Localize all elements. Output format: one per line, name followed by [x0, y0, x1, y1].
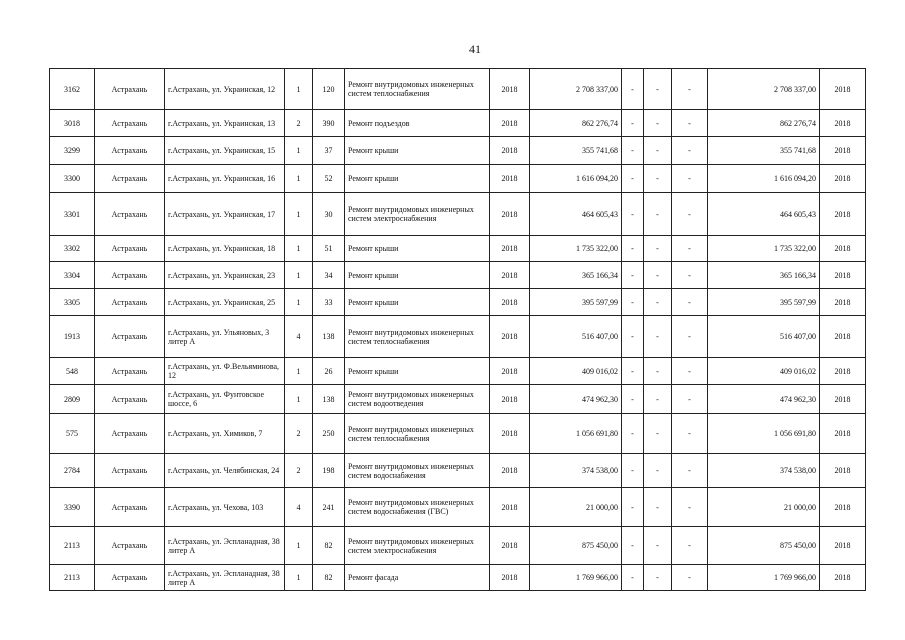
cell-work-type: Ремонт внутридомовых инженерных систем электроснабжения [345, 527, 490, 565]
cell-work-type: Ремонт крыши [345, 137, 490, 165]
cell-building-count: 1 [285, 165, 313, 193]
cell-dash-3: - [672, 358, 708, 385]
cell-work-type: Ремонт внутридомовых инженерных систем теплоснабжения [345, 414, 490, 454]
cell-year: 2018 [490, 414, 530, 454]
cell-work-type: Ремонт внутридомовых инженерных систем водоотведения [345, 385, 490, 414]
cell-dash-3: - [672, 454, 708, 488]
cell-total-cost: 1 769 966,00 [530, 565, 622, 591]
cell-fund-amount: 1 056 691,80 [708, 414, 820, 454]
cell-total-cost: 474 962,30 [530, 385, 622, 414]
cell-row-id: 2113 [50, 527, 95, 565]
cell-fund-amount: 464 605,43 [708, 193, 820, 236]
cell-dash-2: - [644, 565, 672, 591]
cell-city: Астрахань [95, 193, 165, 236]
table-row [50, 110, 866, 137]
cell-dash-3: - [672, 165, 708, 193]
cell-city: Астрахань [95, 289, 165, 316]
cell-city: Астрахань [95, 565, 165, 591]
cell-completion-year: 2018 [820, 565, 866, 591]
cell-dash-2: - [644, 358, 672, 385]
cell-building-count: 2 [285, 110, 313, 137]
cell-total-cost: 875 450,00 [530, 527, 622, 565]
cell-apartment-count: 120 [313, 69, 345, 110]
cell-total-cost: 409 016,02 [530, 358, 622, 385]
cell-fund-amount: 355 741,68 [708, 137, 820, 165]
cell-apartment-count: 241 [313, 488, 345, 527]
cell-apartment-count: 138 [313, 316, 345, 358]
cell-dash-1: - [622, 488, 644, 527]
cell-row-id: 2113 [50, 565, 95, 591]
cell-dash-3: - [672, 316, 708, 358]
cell-dash-1: - [622, 289, 644, 316]
cell-completion-year: 2018 [820, 69, 866, 110]
cell-building-count: 1 [285, 69, 313, 110]
cell-fund-amount: 374 538,00 [708, 454, 820, 488]
cell-address: г.Астрахань, ул. Украинская, 15 [165, 137, 285, 165]
cell-address: г.Астрахань, ул. Чехова, 103 [165, 488, 285, 527]
cell-fund-amount: 1 769 966,00 [708, 565, 820, 591]
cell-dash-3: - [672, 262, 708, 289]
cell-apartment-count: 198 [313, 454, 345, 488]
cell-dash-2: - [644, 137, 672, 165]
cell-work-type: Ремонт внутридомовых инженерных систем водоснабжения (ГВС) [345, 488, 490, 527]
cell-dash-1: - [622, 565, 644, 591]
cell-row-id: 1913 [50, 316, 95, 358]
cell-year: 2018 [490, 69, 530, 110]
cell-city: Астрахань [95, 165, 165, 193]
cell-dash-1: - [622, 262, 644, 289]
cell-dash-1: - [622, 454, 644, 488]
cell-address: г.Астрахань, ул. Эспланадная, 38 литер А [165, 565, 285, 591]
cell-city: Астрахань [95, 454, 165, 488]
cell-dash-1: - [622, 193, 644, 236]
cell-dash-1: - [622, 137, 644, 165]
cell-address: г.Астрахань, ул. Ульяновых, 3 литер А [165, 316, 285, 358]
cell-building-count: 4 [285, 488, 313, 527]
cell-work-type: Ремонт крыши [345, 165, 490, 193]
cell-apartment-count: 138 [313, 385, 345, 414]
cell-row-id: 3162 [50, 69, 95, 110]
cell-dash-2: - [644, 527, 672, 565]
cell-row-id: 3304 [50, 262, 95, 289]
cell-city: Астрахань [95, 137, 165, 165]
cell-building-count: 2 [285, 414, 313, 454]
cell-total-cost: 862 276,74 [530, 110, 622, 137]
cell-apartment-count: 52 [313, 165, 345, 193]
cell-building-count: 1 [285, 193, 313, 236]
cell-completion-year: 2018 [820, 289, 866, 316]
cell-address: г.Астрахань, ул. Украинская, 12 [165, 69, 285, 110]
cell-total-cost: 1 735 322,00 [530, 236, 622, 262]
cell-dash-1: - [622, 316, 644, 358]
cell-completion-year: 2018 [820, 527, 866, 565]
cell-total-cost: 395 597,99 [530, 289, 622, 316]
cell-building-count: 1 [285, 385, 313, 414]
cell-completion-year: 2018 [820, 193, 866, 236]
cell-completion-year: 2018 [820, 110, 866, 137]
table-row [50, 414, 866, 454]
cell-completion-year: 2018 [820, 358, 866, 385]
cell-completion-year: 2018 [820, 385, 866, 414]
cell-apartment-count: 30 [313, 193, 345, 236]
cell-completion-year: 2018 [820, 262, 866, 289]
cell-dash-3: - [672, 385, 708, 414]
cell-city: Астрахань [95, 358, 165, 385]
cell-dash-2: - [644, 385, 672, 414]
cell-dash-3: - [672, 289, 708, 316]
cell-dash-2: - [644, 69, 672, 110]
cell-dash-2: - [644, 165, 672, 193]
cell-city: Астрахань [95, 110, 165, 137]
cell-year: 2018 [490, 454, 530, 488]
table-row [50, 165, 866, 193]
cell-dash-3: - [672, 137, 708, 165]
cell-year: 2018 [490, 110, 530, 137]
cell-fund-amount: 516 407,00 [708, 316, 820, 358]
table-row [50, 385, 866, 414]
cell-dash-1: - [622, 358, 644, 385]
cell-completion-year: 2018 [820, 414, 866, 454]
cell-dash-2: - [644, 262, 672, 289]
cell-city: Астрахань [95, 414, 165, 454]
cell-dash-3: - [672, 69, 708, 110]
cell-year: 2018 [490, 262, 530, 289]
cell-work-type: Ремонт крыши [345, 262, 490, 289]
cell-work-type: Ремонт фасада [345, 565, 490, 591]
cell-year: 2018 [490, 193, 530, 236]
cell-row-id: 2809 [50, 385, 95, 414]
cell-fund-amount: 395 597,99 [708, 289, 820, 316]
cell-fund-amount: 21 000,00 [708, 488, 820, 527]
cell-city: Астрахань [95, 316, 165, 358]
cell-total-cost: 1 056 691,80 [530, 414, 622, 454]
cell-year: 2018 [490, 165, 530, 193]
cell-address: г.Астрахань, ул. Химиков, 7 [165, 414, 285, 454]
cell-apartment-count: 34 [313, 262, 345, 289]
cell-row-id: 3390 [50, 488, 95, 527]
cell-fund-amount: 875 450,00 [708, 527, 820, 565]
cell-dash-3: - [672, 527, 708, 565]
cell-building-count: 1 [285, 565, 313, 591]
cell-work-type: Ремонт крыши [345, 358, 490, 385]
cell-dash-1: - [622, 414, 644, 454]
cell-building-count: 1 [285, 527, 313, 565]
cell-row-id: 3302 [50, 236, 95, 262]
cell-total-cost: 464 605,43 [530, 193, 622, 236]
cell-year: 2018 [490, 385, 530, 414]
cell-year: 2018 [490, 527, 530, 565]
cell-address: г.Астрахань, ул. Челябинская, 24 [165, 454, 285, 488]
cell-building-count: 1 [285, 137, 313, 165]
cell-row-id: 3300 [50, 165, 95, 193]
cell-year: 2018 [490, 137, 530, 165]
table-row [50, 289, 866, 316]
cell-building-count: 4 [285, 316, 313, 358]
cell-building-count: 2 [285, 454, 313, 488]
cell-address: г.Астрахань, ул. Эспланадная, 38 литер А [165, 527, 285, 565]
cell-work-type: Ремонт внутридомовых инженерных систем теплоснабжения [345, 316, 490, 358]
cell-work-type: Ремонт внутридомовых инженерных систем электроснабжения [345, 193, 490, 236]
cell-city: Астрахань [95, 236, 165, 262]
cell-apartment-count: 390 [313, 110, 345, 137]
cell-dash-3: - [672, 110, 708, 137]
table-row [50, 137, 866, 165]
table-row [50, 358, 866, 385]
cell-address: г.Астрахань, ул. Украинская, 16 [165, 165, 285, 193]
cell-fund-amount: 862 276,74 [708, 110, 820, 137]
cell-completion-year: 2018 [820, 137, 866, 165]
cell-work-type: Ремонт внутридомовых инженерных систем теплоснабжения [345, 69, 490, 110]
cell-row-id: 2784 [50, 454, 95, 488]
cell-row-id: 575 [50, 414, 95, 454]
cell-total-cost: 374 538,00 [530, 454, 622, 488]
cell-total-cost: 516 407,00 [530, 316, 622, 358]
cell-apartment-count: 82 [313, 565, 345, 591]
cell-total-cost: 355 741,68 [530, 137, 622, 165]
cell-fund-amount: 1 616 094,20 [708, 165, 820, 193]
cell-completion-year: 2018 [820, 488, 866, 527]
table-row [50, 262, 866, 289]
cell-year: 2018 [490, 236, 530, 262]
cell-year: 2018 [490, 316, 530, 358]
cell-fund-amount: 365 166,34 [708, 262, 820, 289]
cell-city: Астрахань [95, 69, 165, 110]
cell-total-cost: 21 000,00 [530, 488, 622, 527]
cell-dash-1: - [622, 165, 644, 193]
cell-fund-amount: 409 016,02 [708, 358, 820, 385]
cell-completion-year: 2018 [820, 316, 866, 358]
cell-total-cost: 365 166,34 [530, 262, 622, 289]
cell-dash-1: - [622, 69, 644, 110]
cell-row-id: 3299 [50, 137, 95, 165]
cell-dash-2: - [644, 414, 672, 454]
cell-work-type: Ремонт крыши [345, 236, 490, 262]
cell-dash-3: - [672, 236, 708, 262]
cell-dash-1: - [622, 527, 644, 565]
cell-building-count: 1 [285, 289, 313, 316]
cell-building-count: 1 [285, 262, 313, 289]
cell-dash-2: - [644, 454, 672, 488]
cell-city: Астрахань [95, 385, 165, 414]
cell-dash-2: - [644, 110, 672, 137]
cell-dash-3: - [672, 414, 708, 454]
cell-address: г.Астрахань, ул. Фунтовское шоссе, 6 [165, 385, 285, 414]
cell-work-type: Ремонт крыши [345, 289, 490, 316]
cell-address: г.Астрахань, ул. Ф.Вельяминова, 12 [165, 358, 285, 385]
cell-row-id: 3301 [50, 193, 95, 236]
cell-apartment-count: 33 [313, 289, 345, 316]
cell-dash-1: - [622, 385, 644, 414]
table-row [50, 527, 866, 565]
cell-completion-year: 2018 [820, 236, 866, 262]
cell-apartment-count: 51 [313, 236, 345, 262]
table-row [50, 454, 866, 488]
cell-building-count: 1 [285, 358, 313, 385]
cell-address: г.Астрахань, ул. Украинская, 23 [165, 262, 285, 289]
cell-row-id: 3305 [50, 289, 95, 316]
cell-apartment-count: 82 [313, 527, 345, 565]
cell-apartment-count: 250 [313, 414, 345, 454]
cell-year: 2018 [490, 565, 530, 591]
cell-dash-3: - [672, 488, 708, 527]
cell-address: г.Астрахань, ул. Украинская, 17 [165, 193, 285, 236]
cell-address: г.Астрахань, ул. Украинская, 13 [165, 110, 285, 137]
cell-dash-3: - [672, 193, 708, 236]
cell-dash-2: - [644, 488, 672, 527]
table-row [50, 565, 866, 591]
cell-address: г.Астрахань, ул. Украинская, 18 [165, 236, 285, 262]
cell-dash-2: - [644, 236, 672, 262]
cell-completion-year: 2018 [820, 454, 866, 488]
cell-address: г.Астрахань, ул. Украинская, 25 [165, 289, 285, 316]
cell-building-count: 1 [285, 236, 313, 262]
table-row [50, 236, 866, 262]
cell-total-cost: 1 616 094,20 [530, 165, 622, 193]
cell-city: Астрахань [95, 527, 165, 565]
cell-city: Астрахань [95, 488, 165, 527]
cell-apartment-count: 37 [313, 137, 345, 165]
page-number: 41 [469, 42, 481, 56]
cell-dash-2: - [644, 193, 672, 236]
cell-fund-amount: 474 962,30 [708, 385, 820, 414]
cell-dash-2: - [644, 289, 672, 316]
cell-city: Астрахань [95, 262, 165, 289]
cell-dash-1: - [622, 236, 644, 262]
cell-year: 2018 [490, 358, 530, 385]
cell-dash-1: - [622, 110, 644, 137]
cell-total-cost: 2 708 337,00 [530, 69, 622, 110]
cell-work-type: Ремонт внутридомовых инженерных систем водоснабжения [345, 454, 490, 488]
cell-year: 2018 [490, 289, 530, 316]
cell-year: 2018 [490, 488, 530, 527]
cell-dash-3: - [672, 565, 708, 591]
cell-work-type: Ремонт подъездов [345, 110, 490, 137]
capital-repair-table [49, 68, 866, 591]
table-row [50, 488, 866, 527]
table-row [50, 193, 866, 236]
cell-fund-amount: 2 708 337,00 [708, 69, 820, 110]
cell-row-id: 3018 [50, 110, 95, 137]
cell-dash-2: - [644, 316, 672, 358]
cell-completion-year: 2018 [820, 165, 866, 193]
table-row [50, 316, 866, 358]
cell-fund-amount: 1 735 322,00 [708, 236, 820, 262]
table-row [50, 69, 866, 110]
cell-apartment-count: 26 [313, 358, 345, 385]
cell-row-id: 548 [50, 358, 95, 385]
